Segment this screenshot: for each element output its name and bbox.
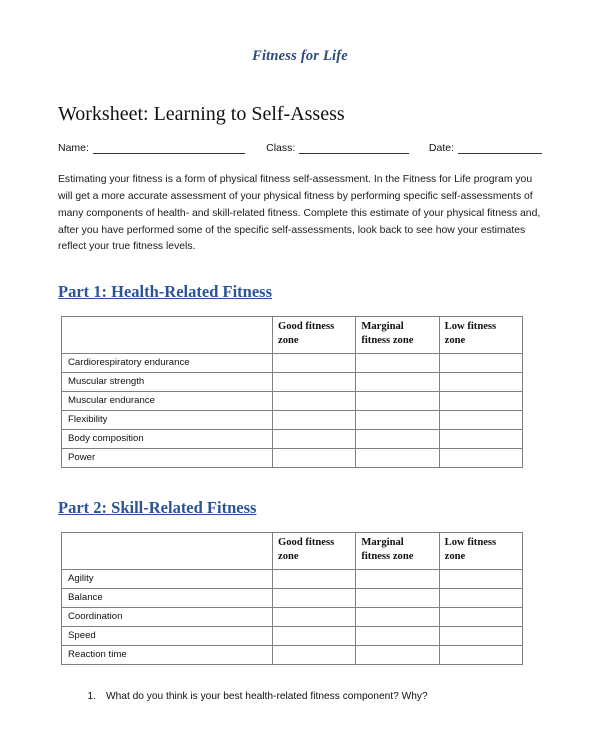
table-row: [62, 392, 523, 411]
cell-low[interactable]: [439, 570, 522, 589]
column-header-good: Good fitness zone: [273, 533, 356, 570]
column-header-low: Low fitness zone: [439, 533, 522, 570]
question-number: 1.: [87, 691, 96, 703]
document-header: Fitness for Life: [252, 48, 348, 64]
cell-good[interactable]: [273, 608, 356, 627]
cell-marginal[interactable]: [356, 392, 439, 411]
cell-marginal[interactable]: [356, 646, 439, 665]
table-header-row: [62, 317, 523, 354]
table-row: [62, 608, 523, 627]
cell-marginal[interactable]: [356, 354, 439, 373]
cell-low[interactable]: [439, 354, 522, 373]
cell-good[interactable]: [273, 449, 356, 468]
row-label: Coordination: [62, 608, 273, 627]
table-row: [62, 627, 523, 646]
part-2-table: [61, 532, 523, 665]
class-field-label: Class:: [266, 142, 296, 154]
table-row: [62, 589, 523, 608]
table-row: [62, 646, 523, 665]
column-header-blank: [62, 533, 273, 570]
table-row: [62, 570, 523, 589]
cell-marginal[interactable]: [356, 373, 439, 392]
cell-marginal[interactable]: [356, 570, 439, 589]
row-label: Body composition: [62, 430, 273, 449]
table-row: [62, 411, 523, 430]
row-label: Agility: [62, 570, 273, 589]
cell-good[interactable]: [273, 354, 356, 373]
cell-low[interactable]: [439, 627, 522, 646]
cell-marginal[interactable]: [356, 430, 439, 449]
table-header-row: [62, 533, 523, 570]
form-fields-row: [58, 142, 542, 154]
cell-low[interactable]: [439, 608, 522, 627]
cell-good[interactable]: [273, 627, 356, 646]
date-field-line[interactable]: [458, 142, 542, 154]
table-row: [62, 373, 523, 392]
part-1-heading: Part 1: Health-Related Fitness: [58, 282, 272, 302]
cell-good[interactable]: [273, 373, 356, 392]
date-field-label: Date:: [428, 142, 454, 154]
date-field[interactable]: [429, 142, 542, 154]
cell-good[interactable]: [273, 589, 356, 608]
cell-marginal[interactable]: [356, 449, 439, 468]
class-field[interactable]: [266, 142, 409, 154]
cell-marginal[interactable]: [356, 627, 439, 646]
row-label: Cardiorespiratory endurance: [62, 354, 273, 373]
cell-low[interactable]: [439, 646, 522, 665]
row-label: Muscular endurance: [62, 392, 273, 411]
column-header-low: Low fitness zone: [439, 317, 522, 354]
table-row: [62, 430, 523, 449]
column-header-blank: [62, 317, 273, 354]
column-header-good: Good fitness zone: [273, 317, 356, 354]
name-field[interactable]: [58, 142, 245, 154]
cell-low[interactable]: [439, 411, 522, 430]
cell-marginal[interactable]: [356, 608, 439, 627]
class-field-line[interactable]: [299, 142, 409, 154]
cell-good[interactable]: [273, 392, 356, 411]
list-item: [80, 691, 542, 702]
cell-marginal[interactable]: [356, 411, 439, 430]
row-label: Speed: [62, 627, 273, 646]
cell-low[interactable]: [439, 373, 522, 392]
name-field-label: Name:: [58, 142, 89, 154]
column-header-marginal: Marginal fitness zone: [356, 317, 439, 354]
cell-low[interactable]: [439, 392, 522, 411]
row-label: Flexibility: [62, 411, 273, 430]
cell-low[interactable]: [439, 589, 522, 608]
name-field-line[interactable]: [93, 142, 245, 154]
row-label: Reaction time: [62, 646, 273, 665]
cell-marginal[interactable]: [356, 589, 439, 608]
table-row: [62, 354, 523, 373]
row-label: Muscular strength: [62, 373, 273, 392]
row-label: Power: [62, 449, 273, 468]
part-1-table: [61, 316, 523, 468]
part-2-heading: Part 2: Skill-Related Fitness: [58, 498, 257, 518]
intro-paragraph: Estimating your fitness is a form of physical fitness self-assessment. In the Fitness for Life program you will get a more accurate assessment of your physical fitness by performing specific self-assessments of many components of health- and skill-related fitness. Complete this estimate of your physical fitness and, after you have performed some of the specific self-assessments, look back to see how your estimates reflect your true fitness levels.: [58, 174, 541, 253]
table-row: [62, 449, 523, 468]
cell-low[interactable]: [439, 430, 522, 449]
cell-good[interactable]: [273, 646, 356, 665]
cell-low[interactable]: [439, 449, 522, 468]
column-header-marginal: Marginal fitness zone: [356, 533, 439, 570]
cell-good[interactable]: [273, 570, 356, 589]
row-label: Balance: [62, 589, 273, 608]
cell-good[interactable]: [273, 430, 356, 449]
question-text: What do you think is your best health-related fitness component? Why?: [106, 691, 428, 703]
cell-good[interactable]: [273, 411, 356, 430]
page-title: Worksheet: Learning to Self-Assess: [58, 103, 345, 125]
questions-list: [80, 691, 542, 702]
